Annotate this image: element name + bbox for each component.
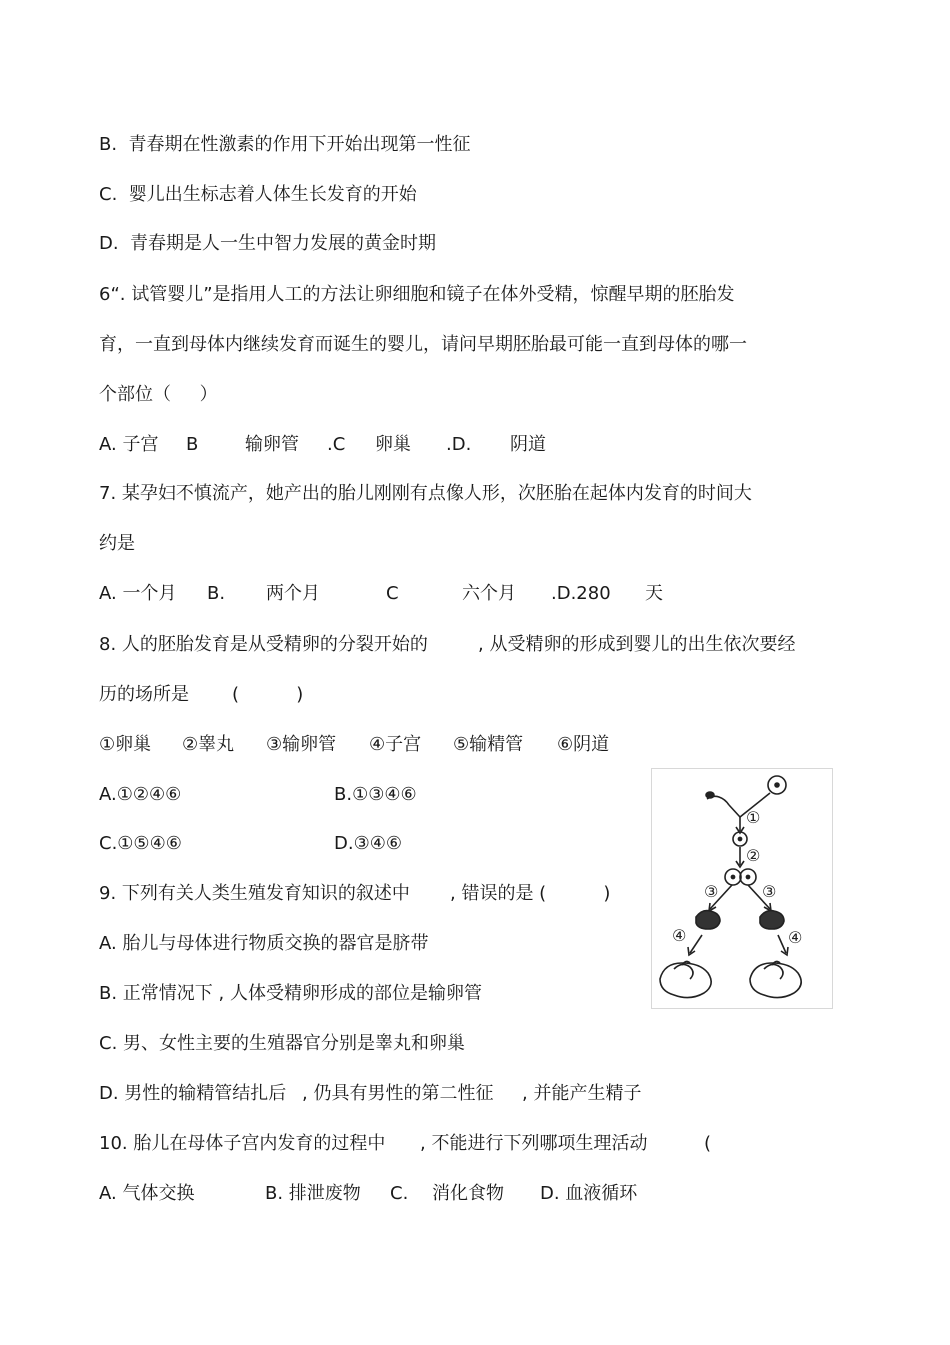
figure-label-4-left: ④ (672, 926, 687, 945)
q10-option-d: D. 血液循环 (540, 1183, 638, 1204)
q7-option-a: A. 一个月 (99, 583, 177, 604)
q10-option-a: A. 气体交换 (99, 1183, 195, 1204)
q7-stem-line1: 7. 某孕妇不慎流产，她产出的胎儿刚刚有点像人形，次胚胎在起体内发育的时间大 (99, 483, 752, 504)
q5-option-b: B. 青春期在性激素的作用下开始出现第一性征 (99, 134, 471, 155)
embryo-development-figure (651, 768, 833, 1009)
q6-option-b-text: 输卵管 (245, 434, 299, 455)
fetus-right (750, 963, 801, 998)
q10-option-c-letter: C. (390, 1183, 409, 1204)
q10-option-b: B. 排泄废物 (265, 1183, 361, 1204)
figure-label-1: ① (746, 808, 761, 827)
q5-option-c: C. 婴儿出生标志着人体生长发育的开始 (99, 184, 417, 205)
q9-option-a: A. 胎儿与母体进行物质交换的器官是脐带 (99, 933, 429, 954)
early-embryo-right (760, 911, 784, 929)
q9-option-b: B. 正常情况下 , 人体受精卵形成的部位是输卵管 (99, 983, 482, 1004)
figure-label-2: ② (746, 846, 761, 865)
q6-option-d-text: 阴道 (510, 434, 546, 455)
q9-option-d-a: D. 男性的输精管结扎后 (99, 1083, 287, 1104)
q8-item: ①卵巢 (99, 734, 152, 755)
q7-option-c-text: 六个月 (462, 583, 516, 604)
q8-item: ⑤输精管 (453, 734, 524, 755)
q7-option-d-value: .D.280 (551, 583, 611, 604)
embryo-development-diagram (652, 769, 832, 1008)
figure-label-4-right: ④ (788, 928, 803, 947)
q8-stem-line1a: 8. 人的胚胎发育是从受精卵的分裂开始的 (99, 634, 428, 655)
q8-option-c: C.①⑤④⑥ (99, 833, 182, 854)
q10-stem-a: 10. 胎儿在母体子宫内发育的过程中 (99, 1133, 386, 1154)
q5-option-d: D. 青春期是人一生中智力发展的黄金时期 (99, 233, 437, 254)
q6-stem-line1: 6“. 试管婴儿”是指用人工的方法让卵细胞和镜子在体外受精，惊醒早期的胚胎发 (99, 284, 735, 305)
q7-option-c-letter: C (386, 583, 399, 604)
q8-option-a: A.①②④⑥ (99, 784, 182, 805)
q6-stem-line3: 个部位（ ） (99, 384, 218, 405)
q8-stem-line2a: 历的场所是 (99, 684, 189, 705)
fetus-left (660, 963, 711, 998)
q6-option-b-letter: B (186, 434, 199, 455)
early-embryo-left (696, 911, 720, 929)
q8-option-d: D.③④⑥ (334, 833, 402, 854)
q8-item: ⑥阴道 (557, 734, 610, 755)
figure-label-3-left: ③ (704, 882, 719, 901)
q8-item: ②睾丸 (182, 734, 235, 755)
q6-option-c-letter: .C (327, 434, 346, 455)
q9-stem-b: , 错误的是 ( ) (450, 883, 611, 904)
q7-stem-line2: 约是 (99, 533, 135, 554)
figure-label-3-right: ③ (762, 882, 777, 901)
q7-option-b-letter: B. (207, 583, 226, 604)
q7-option-d-unit: 天 (645, 583, 663, 604)
q9-option-d-c: , 并能产生精子 (522, 1083, 642, 1104)
q8-item: ③输卵管 (266, 734, 337, 755)
q9-stem-a: 9. 下列有关人类生殖发育知识的叙述中 (99, 883, 410, 904)
q7-option-b-text: 两个月 (266, 583, 320, 604)
q6-option-c-text: 卵巢 (375, 434, 411, 455)
q10-option-c-text: 消化食物 (432, 1183, 504, 1204)
q6-option-a: A. 子宫 (99, 434, 159, 455)
q9-option-c: C. 男、女性主要的生殖器官分别是睾丸和卵巢 (99, 1033, 466, 1054)
q6-stem-line2: 育，一直到母体内继续发育而诞生的婴儿，请问早期胚胎最可能一直到母体的哪一 (99, 334, 747, 355)
q10-stem-b: , 不能进行下列哪项生理活动 (420, 1133, 648, 1154)
q10-stem-c: ( (704, 1133, 712, 1154)
q6-option-d-letter: .D. (446, 434, 472, 455)
q8-stem-line1b: , 从受精卵的形成到婴儿的出生依次要经 (478, 634, 796, 655)
q8-item: ④子宫 (369, 734, 422, 755)
q8-answer-bracket: ( ) (232, 684, 304, 705)
sperm-head (706, 792, 714, 798)
q9-option-d-b: , 仍具有男性的第二性征 (302, 1083, 494, 1104)
fusion-line (729, 805, 740, 817)
q8-option-b: B.①③④⑥ (334, 784, 417, 805)
